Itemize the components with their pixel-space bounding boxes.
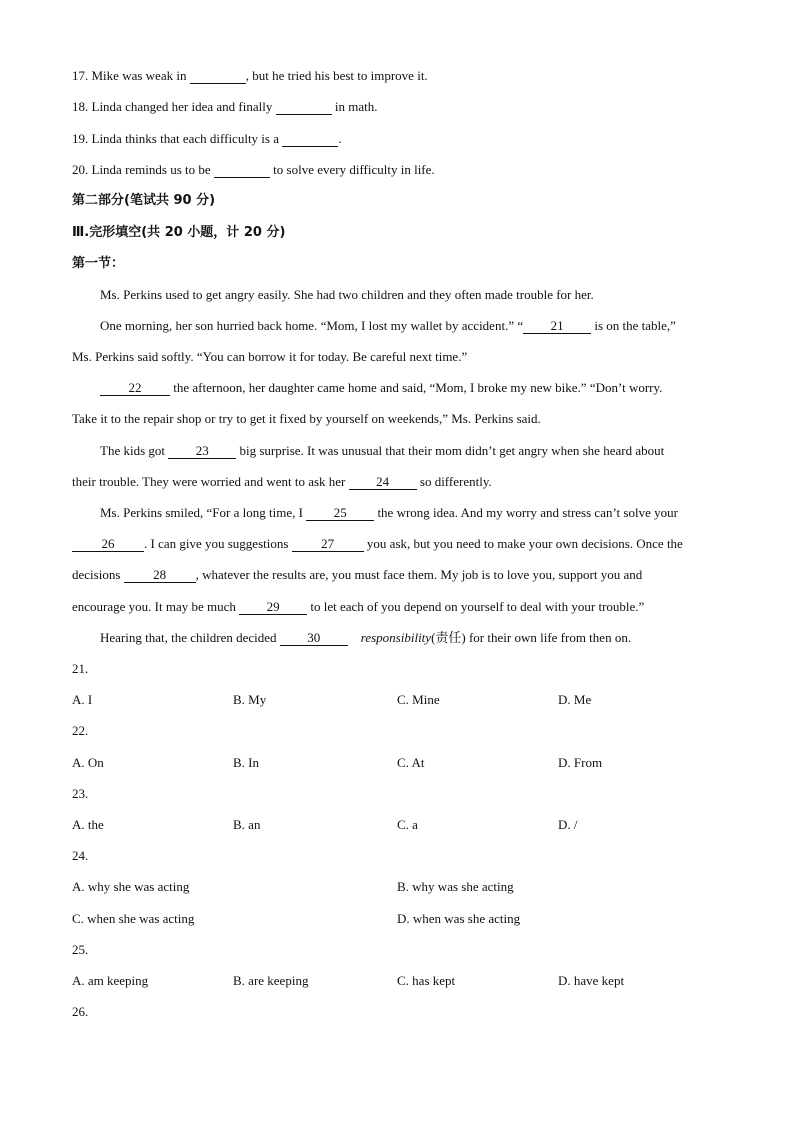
- passage-line: [100, 442, 722, 460]
- cloze-blank-22[interactable]: 22: [100, 381, 170, 396]
- listening-item-18: [72, 98, 722, 116]
- passage-text: One morning, her son hurried back home. “Mom, I lost my wallet by accident.” “: [100, 318, 524, 333]
- passage-text: encourage you. It may be much: [72, 599, 240, 614]
- listening-item-19: [72, 130, 722, 148]
- option-a[interactable]: A. am keeping: [72, 973, 149, 988]
- passage-line: [72, 598, 722, 616]
- passage-text: (责任) for their own life from then on.: [431, 630, 632, 645]
- answer-blank[interactable]: [276, 100, 332, 115]
- cloze-blank-25[interactable]: 25: [306, 506, 374, 521]
- passage-text: the wrong idea. And my worry and stress can’t solve your: [374, 505, 678, 520]
- item-text: .: [338, 131, 342, 146]
- option-b[interactable]: B. why was she acting: [397, 879, 514, 894]
- cloze-blank-27[interactable]: 27: [292, 537, 364, 552]
- item-text: to solve every difficulty in life.: [269, 162, 435, 177]
- cloze-section-heading: Ⅲ.完形填空(共 20 小题，计 20 分): [72, 225, 286, 240]
- option-d[interactable]: D. when was she acting: [397, 911, 521, 926]
- passage-text: Ms. Perkins smiled, “For a long time, I: [100, 505, 307, 520]
- option-d[interactable]: D. Me: [558, 692, 592, 707]
- passage-text: is on the table,”: [591, 318, 676, 333]
- cloze-blank-28[interactable]: 28: [124, 568, 196, 583]
- option-a[interactable]: A. I: [72, 692, 93, 707]
- answer-blank[interactable]: [190, 69, 246, 84]
- passage-line: [72, 566, 722, 584]
- passage-line: [100, 317, 722, 335]
- item-text: 18. Linda changed her idea and finally: [72, 99, 276, 114]
- passage-line: [100, 504, 722, 522]
- passage-text: decisions: [72, 567, 124, 582]
- listening-item-20: [72, 161, 722, 179]
- italic-word: responsibility: [360, 630, 432, 645]
- passage-paragraph: Ms. Perkins used to get angry easily. She had two children and they often made trouble for her.: [100, 287, 594, 302]
- part-two-heading: 第二部分(笔试共 90 分): [72, 193, 216, 208]
- option-c[interactable]: C. a: [397, 817, 418, 832]
- cloze-blank-23[interactable]: 23: [168, 444, 236, 459]
- option-a[interactable]: A. On: [72, 755, 104, 770]
- item-text: 19. Linda thinks that each difficulty is a: [72, 131, 283, 146]
- item-text: 20. Linda reminds us to be: [72, 162, 214, 177]
- question-number: 22.: [72, 723, 89, 738]
- passage-text: The kids got: [100, 443, 169, 458]
- question-number: 23.: [72, 786, 89, 801]
- item-text: 17. Mike was weak in: [72, 68, 190, 83]
- passage-text: the afternoon, her daughter came home and said, “Mom, I broke my new bike.” “Don’t worry.: [170, 380, 663, 395]
- passage-line: [100, 379, 722, 397]
- subsection-heading: 第一节：: [72, 256, 125, 271]
- item-text: , but he tried his best to improve it.: [245, 68, 428, 83]
- cloze-blank-21[interactable]: 21: [523, 319, 591, 334]
- option-b[interactable]: B. an: [233, 817, 261, 832]
- cloze-blank-26[interactable]: 26: [72, 537, 144, 552]
- passage-text: . I can give you suggestions: [144, 536, 292, 551]
- passage-text: so differently.: [416, 474, 492, 489]
- cloze-blank-29[interactable]: 29: [239, 600, 307, 615]
- question-number: 21.: [72, 661, 89, 676]
- passage-line: [72, 535, 722, 553]
- option-b[interactable]: B. My: [233, 692, 267, 707]
- answer-blank[interactable]: [282, 132, 338, 147]
- option-b[interactable]: B. are keeping: [233, 973, 309, 988]
- option-c[interactable]: C. At: [397, 755, 425, 770]
- passage-text: big surprise. It was unusual that their mom didn’t get angry when she heard about: [236, 443, 665, 458]
- passage-line: Take it to the repair shop or try to get it fixed by yourself on weekends,” Ms. Perkins said.: [72, 411, 541, 426]
- passage-line: [100, 629, 722, 647]
- question-number: 24.: [72, 848, 89, 863]
- listening-item-17: [72, 67, 722, 85]
- passage-text: you ask, but you need to make your own decisions. Once the: [363, 536, 683, 551]
- cloze-blank-30[interactable]: 30: [280, 631, 348, 646]
- option-c[interactable]: C. when she was acting: [72, 911, 195, 926]
- item-text: in math.: [331, 99, 378, 114]
- option-a[interactable]: A. the: [72, 817, 104, 832]
- passage-text: Hearing that, the children decided: [100, 630, 280, 645]
- option-c[interactable]: C. has kept: [397, 973, 456, 988]
- option-d[interactable]: D. have kept: [558, 973, 625, 988]
- passage-text: , whatever the results are, you must face them. My job is to love you, support you and: [195, 567, 643, 582]
- option-d[interactable]: D. From: [558, 755, 603, 770]
- option-a[interactable]: A. why she was acting: [72, 879, 190, 894]
- answer-blank[interactable]: [214, 163, 270, 178]
- passage-line: [72, 473, 722, 491]
- option-c[interactable]: C. Mine: [397, 692, 440, 707]
- passage-line: Ms. Perkins said softly. “You can borrow it for today. Be careful next time.”: [72, 349, 468, 364]
- question-number: 26.: [72, 1004, 89, 1019]
- option-d[interactable]: D. /: [558, 817, 578, 832]
- passage-text: to let each of you depend on yourself to deal with your trouble.”: [307, 599, 645, 614]
- cloze-blank-24[interactable]: 24: [349, 475, 417, 490]
- option-b[interactable]: B. In: [233, 755, 259, 770]
- question-number: 25.: [72, 942, 89, 957]
- passage-text: their trouble. They were worried and went to ask her: [72, 474, 349, 489]
